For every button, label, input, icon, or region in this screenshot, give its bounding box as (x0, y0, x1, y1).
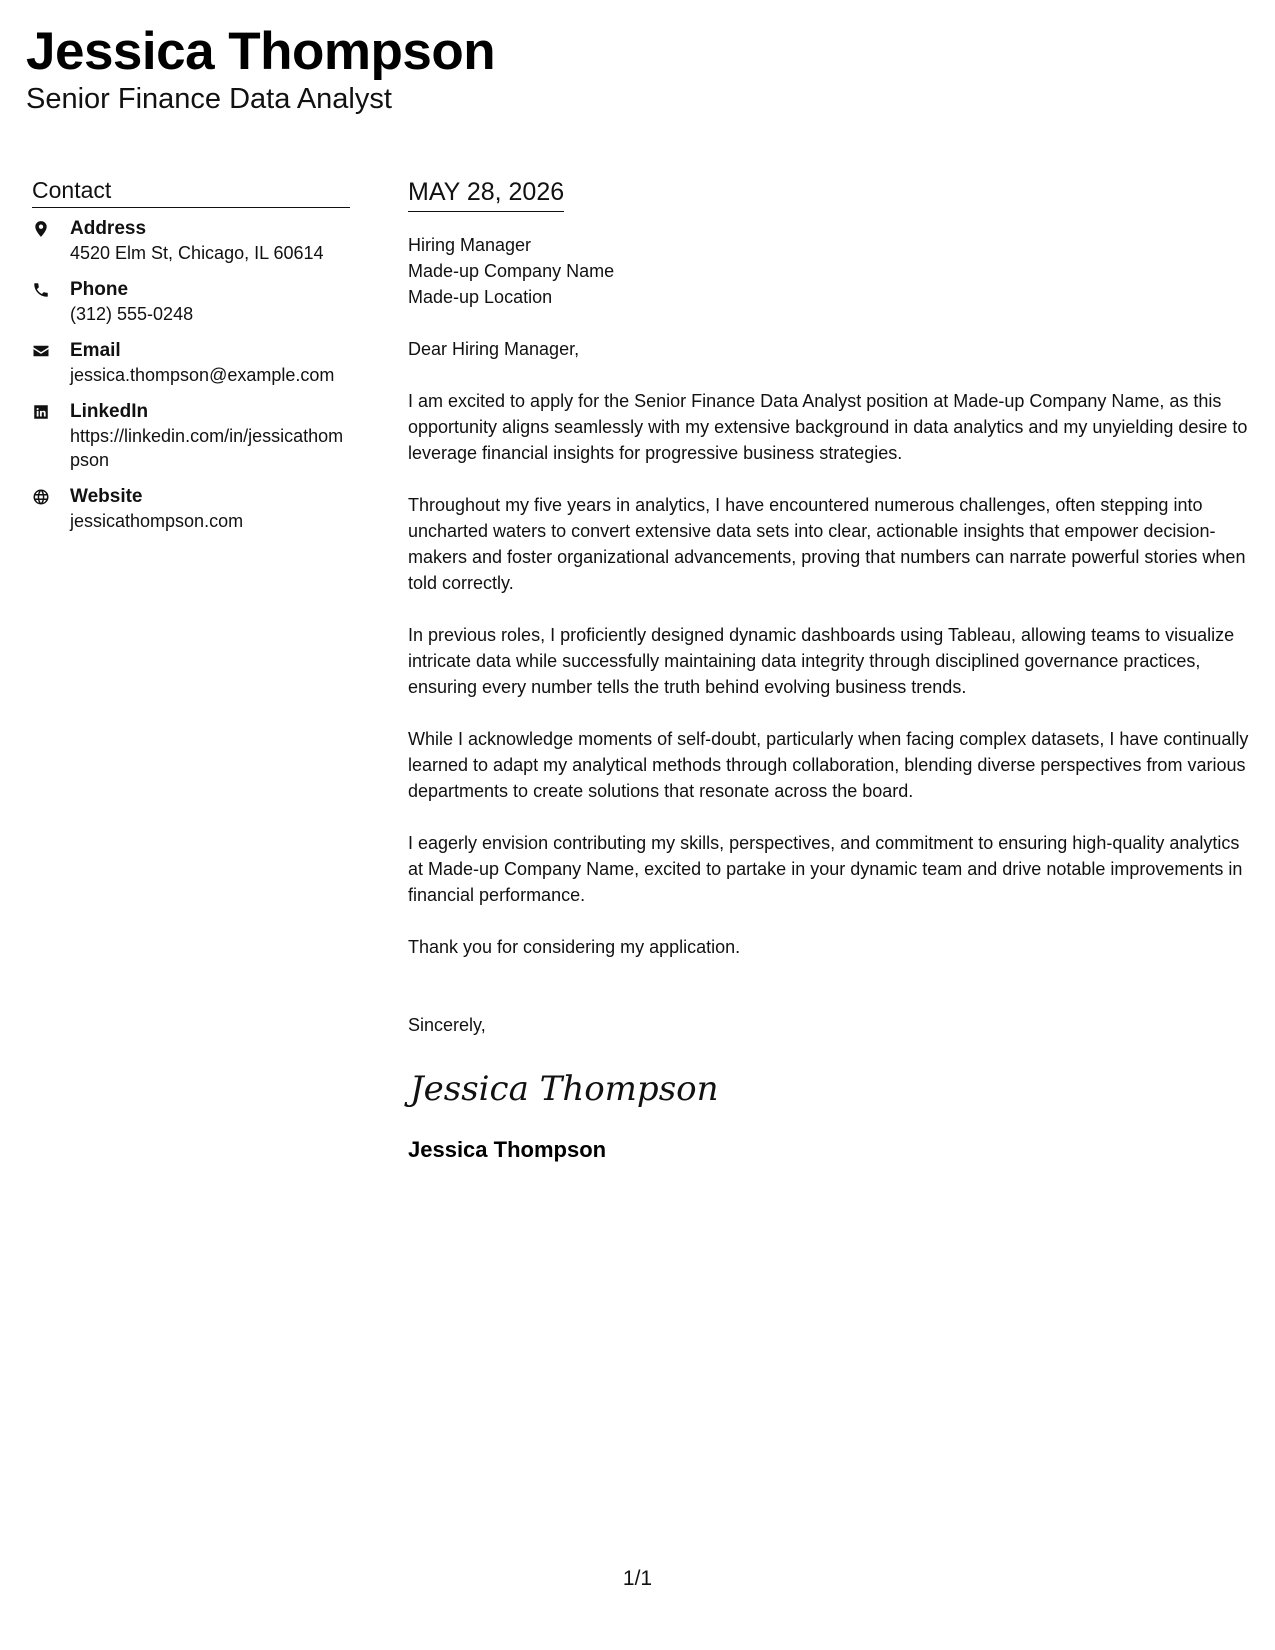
recipient-line: Made-up Location (408, 287, 553, 307)
contact-label: Website (70, 486, 143, 507)
contact-item-email (32, 339, 350, 387)
cover-letter-body (408, 176, 1253, 1164)
letter-paragraph: While I acknowledge moments of self-doubt, particularly when facing complex datasets, I have continually learned to adapt my analytical methods through collaboration, blending diverse perspectives from various departments to create solutions that resonate across the board. (408, 729, 1249, 801)
signer-name: Jessica Thompson (408, 1137, 607, 1162)
contact-heading: Contact (32, 176, 350, 208)
contact-address-value: 4520 Elm St, Chicago, IL 60614 (70, 243, 324, 263)
contact-sidebar (32, 176, 350, 546)
contact-email-value: jessica.thompson@example.com (70, 365, 335, 385)
letter-date: MAY 28, 2026 (408, 176, 564, 212)
resume-header (26, 22, 495, 116)
contact-label: Address (70, 218, 147, 239)
letter-paragraph: I eagerly envision contributing my skills, perspectives, and commitment to ensuring high-quality analytics at Made-up Company Name, excited to partake in your dynamic team and drive notable improvements in financial performance. (408, 833, 1243, 905)
letter-paragraph: Thank you for considering my application. (408, 937, 741, 957)
contact-item-address (32, 217, 350, 265)
contact-item-phone (32, 278, 350, 326)
letter-paragraph: Throughout my five years in analytics, I have encountered numerous challenges, often stepping into uncharted waters to convert extensive data sets into clear, actionable insights that empower decision-makers and foster organizational advancements, proving that numbers can narrate powerful stories when told correctly. (408, 495, 1246, 593)
envelope-icon (32, 339, 70, 362)
contact-label: LinkedIn (70, 401, 149, 422)
recipient-line: Made-up Company Name (408, 261, 615, 281)
handwritten-signature (408, 1058, 1253, 1118)
contact-label: Email (70, 340, 121, 361)
globe-icon (32, 485, 70, 508)
signature-text: Jessica Thompson (410, 1069, 719, 1109)
applicant-title: Senior Finance Data Analyst (26, 83, 392, 115)
contact-label: Phone (70, 279, 129, 300)
page-number: 1/1 (622, 1567, 653, 1590)
phone-icon (32, 278, 70, 301)
closing: Sincerely, (408, 1015, 486, 1035)
applicant-name: Jessica Thompson (26, 22, 496, 81)
recipient-block (408, 232, 1253, 310)
linkedin-icon (32, 400, 70, 423)
contact-item-linkedin (32, 400, 350, 472)
contact-linkedin-value: https://linkedin.com/in/jessicathompson (70, 426, 344, 470)
recipient-line: Hiring Manager (408, 235, 532, 255)
letter-paragraph: In previous roles, I proficiently designed dynamic dashboards using Tableau, allowing teams to visualize intricate data while successfully maintaining data integrity through disciplined governance practices, ensuring every number tells the truth behind evolving business trends. (408, 625, 1235, 697)
contact-item-website (32, 485, 350, 533)
letter-paragraph: I am excited to apply for the Senior Finance Data Analyst position at Made-up Company Name, as this opportunity aligns seamlessly with my extensive background in data analytics and my unyielding desire to leverage financial insights for progressive business strategies. (408, 391, 1248, 463)
map-pin-icon (32, 217, 70, 240)
contact-website-value: jessicathompson.com (70, 511, 244, 531)
salutation: Dear Hiring Manager, (408, 339, 580, 359)
contact-phone-value: (312) 555-0248 (70, 304, 194, 324)
